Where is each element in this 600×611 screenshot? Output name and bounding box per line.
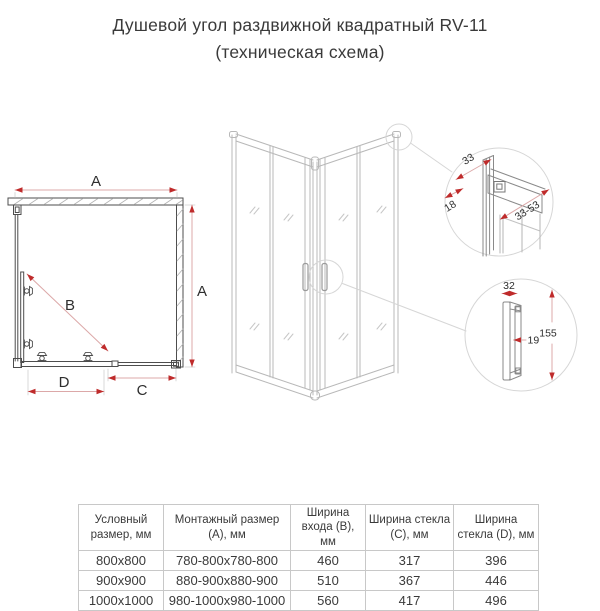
col-header-entry-width: Ширина входа (B), мм (291, 505, 366, 551)
iso-view (230, 124, 467, 400)
plan-view (8, 173, 207, 399)
iso-door-handles (303, 264, 327, 291)
cell-glass-d: 496 (454, 591, 539, 611)
col-header-glass-d-width: Ширина стекла (D), мм (454, 505, 539, 551)
table-row (79, 571, 539, 591)
detail-handle (465, 279, 577, 391)
detail-handle-dim-19: 19 (527, 334, 540, 347)
detail-top-profile (442, 148, 553, 256)
technical-diagram (0, 100, 600, 500)
spec-table (78, 504, 539, 611)
cell-glass-d: 446 (454, 571, 539, 591)
plan-dim-d-label: D (58, 374, 70, 391)
cell-entry: 560 (291, 591, 366, 611)
table-row (79, 591, 539, 611)
page-title-line1: Душевой угол раздвижной квадратный RV-11 (112, 15, 488, 35)
plan-left-panel (14, 205, 33, 368)
cell-nominal: 800x800 (79, 551, 164, 571)
cell-mounting: 980-1000x980-1000 (164, 591, 291, 611)
plan-dim-a-right (192, 205, 207, 367)
detail-top-dims (442, 151, 549, 223)
detail-top-dim-18: 18 (442, 198, 459, 215)
cell-glass-c: 367 (366, 571, 454, 591)
plan-right-wall (177, 205, 184, 367)
table-row (79, 551, 539, 571)
plan-dim-a-top (15, 173, 177, 190)
cell-mounting: 880-900x880-900 (164, 571, 291, 591)
page-title-line2: (техническая схема) (215, 42, 385, 63)
cell-glass-c: 417 (366, 591, 454, 611)
plan-top-wall (8, 198, 183, 205)
cell-nominal: 900x900 (79, 571, 164, 591)
plan-dim-b (27, 274, 108, 351)
plan-dim-c (108, 378, 176, 399)
cell-entry: 510 (291, 571, 366, 591)
col-header-nominal-size: Условный размер, мм (79, 505, 164, 551)
page-title (0, 12, 600, 66)
plan-dim-d (28, 374, 104, 392)
col-header-mounting-size: Монтажный размер (А), мм (164, 505, 291, 551)
plan-extension-lines (15, 193, 195, 396)
detail-top-dim-33-53: 33-53 (512, 198, 542, 224)
detail-handle-dim-155: 155 (539, 327, 557, 340)
cell-glass-c: 317 (366, 551, 454, 571)
plan-bottom-panel (21, 353, 181, 368)
cell-nominal: 1000x1000 (79, 591, 164, 611)
cell-mounting: 780-800x780-800 (164, 551, 291, 571)
plan-dim-a-right-label: A (197, 283, 208, 300)
plan-dim-a-top-label: A (90, 173, 102, 190)
plan-dim-c-label: C (136, 382, 148, 399)
cell-glass-d: 396 (454, 551, 539, 571)
detail-handle-dim-32: 32 (503, 280, 515, 292)
col-header-glass-c-width: Ширина стекла (C), мм (366, 505, 454, 551)
plan-dim-b-label: B (64, 297, 76, 314)
cell-entry: 460 (291, 551, 366, 571)
detail-top-dim-33: 33 (460, 151, 477, 168)
spec-table-header-row (79, 505, 539, 551)
